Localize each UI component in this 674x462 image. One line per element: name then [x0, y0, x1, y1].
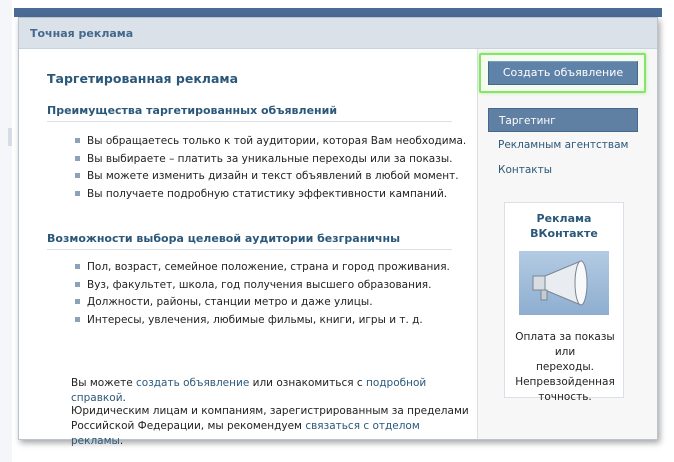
- targeting-heading: Возможности выбора целевой аудитории безграничны: [47, 232, 452, 250]
- page-edge: [0, 0, 12, 462]
- promo-text-line: точность.: [538, 391, 592, 403]
- advantages-heading: Преимущества таргетированных объявлений: [47, 104, 452, 122]
- megaphone-icon: [519, 251, 609, 315]
- main-content: [19, 49, 477, 447]
- advantages-list: [75, 133, 466, 203]
- para-text: Вы можете: [71, 377, 137, 389]
- list-item: Вы обращаетесь только к той аудитории, которая Вам необходима.: [75, 133, 466, 151]
- promo-text-line: Непревзойденная: [515, 376, 615, 388]
- create-ad-paragraph: [71, 376, 471, 406]
- promo-title-line: Реклама: [536, 212, 592, 225]
- list-item: Вы можете изменить дизайн и текст объявлений в любой момент.: [75, 168, 466, 186]
- nav-item-agencies[interactable]: Рекламным агентствам: [498, 139, 629, 151]
- list-item: Вы получаете подробную статистику эффективности кампаний.: [75, 186, 466, 204]
- promo-box[interactable]: [504, 202, 624, 403]
- para-text: Российской Федерации, мы рекомендуем: [71, 420, 306, 432]
- list-item: Вуз, факультет, школа, год получения высшего образования.: [75, 277, 450, 295]
- promo-text-line: переходы.: [536, 361, 594, 373]
- list-item: Интересы, увлечения, любимые фильмы, книги, игры и т. д.: [75, 312, 450, 330]
- create-ad-link[interactable]: создать объявление: [136, 377, 250, 389]
- create-ad-button[interactable]: Создать объявление: [488, 61, 638, 85]
- promo-title: [505, 211, 623, 241]
- contact-sales-link[interactable]: связаться с отделом рекламы: [71, 420, 420, 447]
- page-title: Таргетированная реклама: [47, 71, 239, 86]
- help-link[interactable]: подробной справкой: [71, 377, 427, 404]
- nav-item-targeting[interactable]: Таргетинг: [488, 108, 638, 132]
- header-title: Точная реклама: [30, 27, 134, 40]
- promo-text-line: Оплата за показы или: [515, 331, 615, 358]
- promo-title-line: ВКонтакте: [530, 227, 598, 240]
- create-ad-highlight: [479, 53, 646, 93]
- legal-paragraph: [71, 404, 471, 449]
- nav-item-contacts[interactable]: Контакты: [498, 164, 553, 176]
- para-text: или ознакомиться с: [249, 377, 366, 389]
- list-item: Пол, возраст, семейное положение, страна и город проживания.: [75, 259, 450, 277]
- ads-window: [18, 17, 658, 447]
- scroll-mark: [8, 128, 12, 146]
- list-item: Должности, районы, станции метро и даже улицы.: [75, 294, 450, 312]
- list-item: Вы выбираете – платить за уникальные переходы или за показы.: [75, 151, 466, 169]
- para-text: Юридическим лицам и компаниям, зарегистрированным за пределами: [71, 405, 469, 417]
- window-header: [19, 18, 657, 49]
- top-bar: [14, 8, 662, 17]
- targeting-list: [75, 259, 450, 329]
- sidebar: [477, 49, 657, 439]
- para-text: .: [122, 392, 126, 404]
- promo-text: [507, 330, 623, 405]
- para-text: .: [119, 435, 124, 447]
